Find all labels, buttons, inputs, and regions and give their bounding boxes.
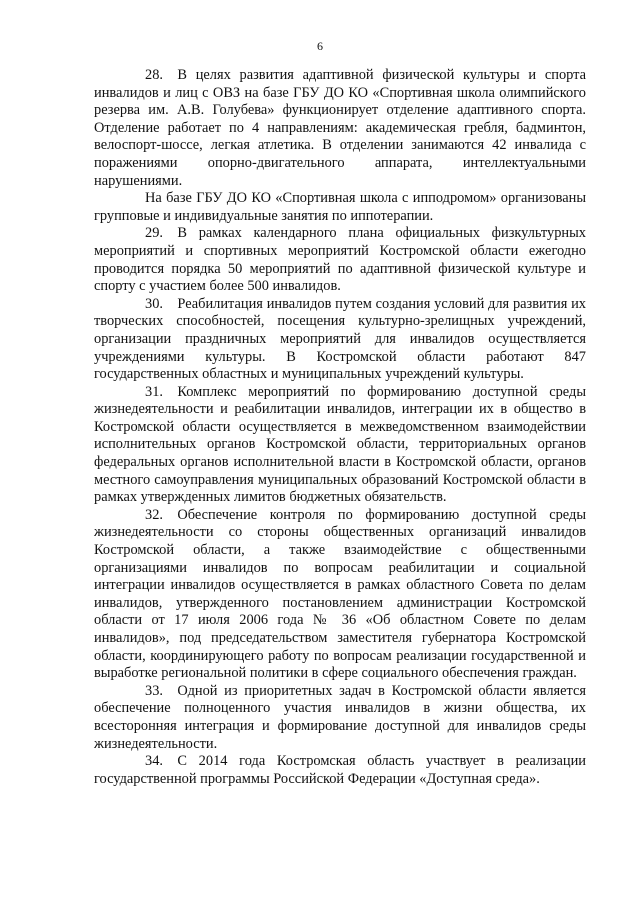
paragraph-31: 31. Комплекс мероприятий по формированию доступной среды жизнедеятельности и реабилитации инвалидов, интеграции их в общество в Костромской области осуществляется в межведомственном взаимодействии исполнительных органов Костромской области, территориальных органов федеральных органов исполнительной власти в Костромской области, органов местного самоуправления муниципальных образований Костромской области в рамках утвержденных лимитов бюджетных обязательств. xyxy=(94,383,586,506)
page-number: 6 xyxy=(317,39,323,53)
paragraph-28-hippotherapy: На базе ГБУ ДО КО «Спортивная школа с ипподромом» организованы групповые и индивидуальные занятия по иппотерапии. xyxy=(94,190,586,224)
paragraph-28: 28. В целях развития адаптивной физической культуры и спорта инвалидов и лиц с ОВЗ на базе ГБУ ДО КО «Спортивная школа олимпийского резерва им. А.В. Голубева» функционирует отделение адаптивного спорта. Отделение работает по 4 направлениям: академическая гребля, бадминтон, велоспорт-шоссе, легкая атлетика. В отделении занимаются 42 инвалида с поражениями опорно-двигательного аппарата, интеллектуальными нарушениями. xyxy=(94,67,586,189)
paragraph-29: 29. В рамках календарного плана официальных физкультурных мероприятий и спортивных мероприятий Костромской области ежегодно проводится порядка 50 мероприятий по адаптивной физической культуре и спорту с участием более 500 инвалидов. xyxy=(94,225,586,295)
paragraph-30: 30. Реабилитация инвалидов путем создания условий для развития их творческих способностей, посещения культурно-зрелищных учреждений, организации праздничных мероприятий для инвалидов осуществляется учреждениями культуры. В Костромской области работают 847 государственных областных и муниципальных учреждений культуры. xyxy=(94,295,586,383)
paragraph-33: 33. Одной из приоритетных задач в Костромской области является обеспечение полноценного участия инвалидов в жизни общества, их всесторонняя интеграция и формирование доступной для инвалидов среды жизнедеятельности. xyxy=(94,682,586,752)
paragraph-34: 34. С 2014 года Костромская область участвует в реализации государственной программы Российской Федерации «Доступная среда». xyxy=(94,753,586,787)
paragraph-32: 32. Обеспечение контроля по формированию доступной среды жизнедеятельности со стороны общественных организаций инвалидов Костромской области, а также взаимодействие с общественными организациями инвалидов по вопросам реабилитации и социальной интеграции инвалидов осуществляется в рамках областного Совета по делам инвалидов, утвержденного постановлением администрации Костромской области от 17 июля 2006 года № 36 «Об областном Совете по делам инвалидов», под председательством заместителя губернатора Костромской области, координирующего работу по вопросам реализации государственной и выработке региональной политики в сфере социального обеспечения граждан. xyxy=(94,506,586,682)
document-body xyxy=(94,67,586,788)
